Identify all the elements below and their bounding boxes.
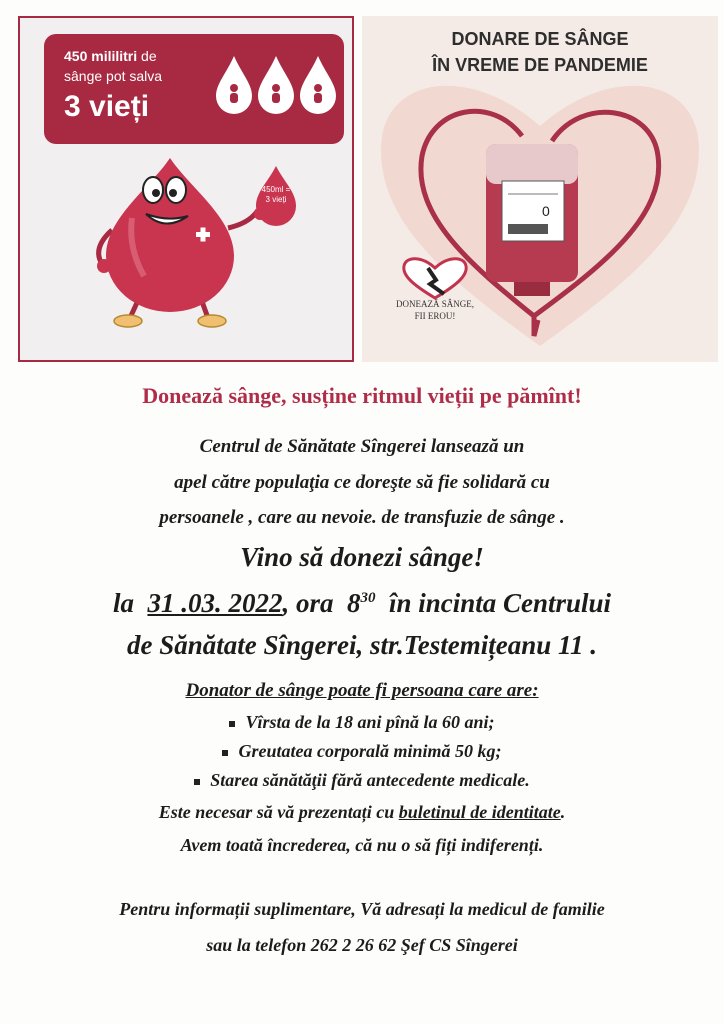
left-poster-panel: [18, 16, 354, 362]
event-date-line: la 31 .03. 2022, ora $8^{30}$ în incinta Centrului: [112, 588, 612, 618]
event-location-line: de Sănătate Sîngerei, str.Testemițeanu 11 .: [126, 630, 598, 660]
right-poster-panel: [362, 16, 718, 362]
intro-line-2: apel către populaţia ce doreşte să fie solidară cu: [174, 472, 550, 493]
donor-hero-logo-text: DONEAZĂ SÂNGE, FII EROU!: [396, 299, 474, 321]
requirement-item: Greutatea corporală minimă 50 kg;: [0, 741, 724, 762]
requirement-item: Vîrsta de la 18 ani pînă la 60 ani;: [0, 712, 724, 733]
trust-note: Avem toată încrederea, că nu o să fiți indiferenți.: [180, 835, 544, 855]
contact-line-1: Pentru informații suplimentare, Vă adresați la medicul de familie: [119, 899, 605, 919]
call-to-action: Vino să donezi sânge!: [240, 542, 484, 572]
id-document-note: Este necesar să vă prezentați cu buletinul de identitate.: [158, 802, 566, 822]
intro-line-1: Centrul de Sănătate Sîngerei lansează un: [199, 436, 525, 457]
banner-line-1: 450 mililitri de: [64, 48, 157, 64]
banner-line-2: sânge pot salva: [64, 68, 163, 84]
requirement-item: Starea sănătăţii fără antecedente medicale.: [0, 770, 724, 791]
donor-hero-logo-icon: [390, 254, 480, 300]
event-date: 31 .03. 2022: [147, 588, 283, 618]
headline: Donează sânge, susține ritmul vieții pe pămînt!: [142, 383, 582, 408]
donor-requirements-heading: Donator de sânge poate fi persoana care are:: [185, 680, 539, 701]
small-drop-label: 450ml = 3 vieți: [261, 185, 291, 204]
bag-group-label: 0: [542, 203, 550, 219]
right-panel-title: DONARE DE SÂNGE ÎN VREME DE PANDEMIE: [432, 29, 648, 75]
contact-line-2: sau la telefon 262 2 26 62 Şef CS Sîngerei: [206, 935, 518, 955]
banner-line-3: 3 vieți: [64, 90, 150, 123]
blood-drop-mascot: [20, 18, 354, 362]
intro-line-3: persoanele , care au nevoie. de transfuzie de sânge .: [159, 507, 565, 528]
